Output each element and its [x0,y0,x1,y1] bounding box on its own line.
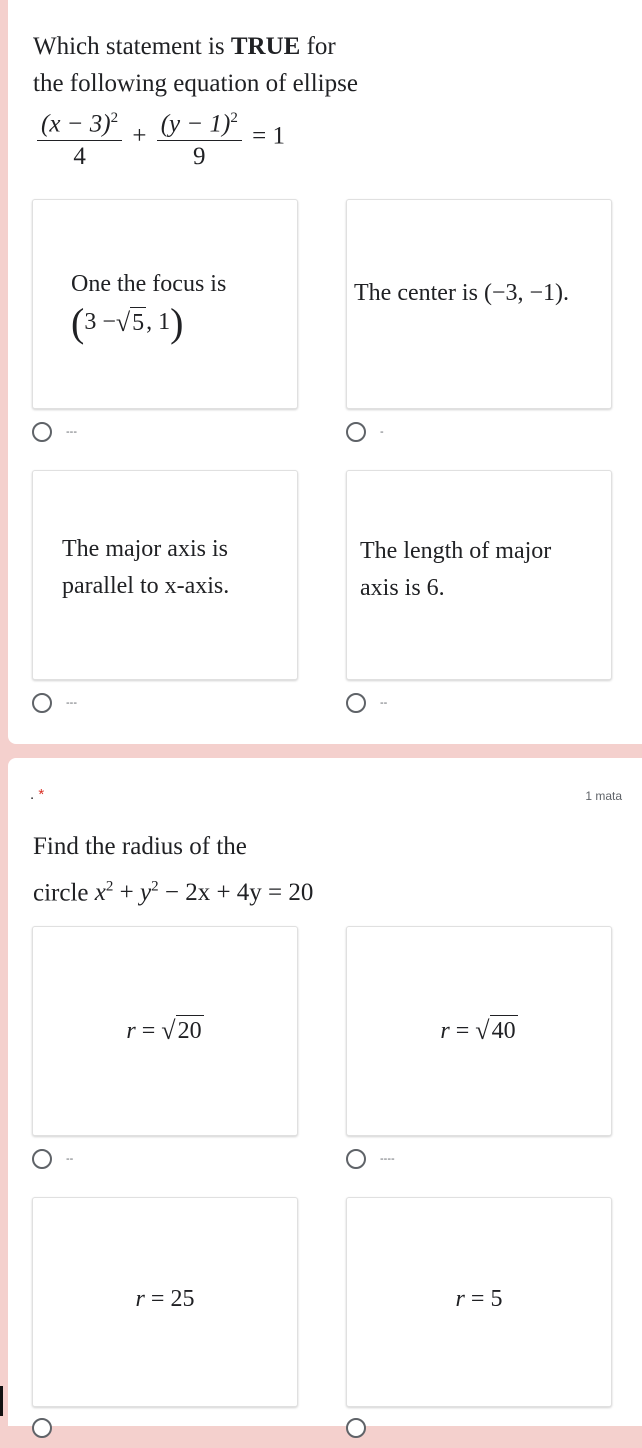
option-focus-math-post: , 1 [146,309,171,335]
question-2-text [33,828,313,911]
option-focus-text [71,266,226,343]
question-1-text [33,28,358,171]
circle-equation [95,879,314,906]
option-image-length[interactable] [346,470,612,680]
fraction-1-denominator: 4 [73,143,86,171]
option-r-25-text [136,1281,195,1318]
sqrt-5-radicand: 5 [130,307,146,338]
required-marker: * [38,786,45,803]
radio-label: --- [66,426,77,438]
option-image-r-sqrt20[interactable] [32,926,298,1136]
question-1-prefix: Which statement is [33,33,231,60]
var-y: y [139,879,152,907]
question-1-line-1 [33,28,358,65]
equation-rest: − 2x + 4y = 20 [158,879,314,907]
option-focus-line-1: One the focus is [71,270,227,297]
sqrt-20-radicand: 20 [176,1015,204,1046]
plus-sign: + [132,122,147,150]
equation-rhs: = 1 [252,122,285,150]
x-exponent: 2 [105,879,114,895]
option-1-radio-row[interactable] [32,422,77,442]
var-r: r [455,1285,465,1312]
radio-label: -- [66,1153,74,1165]
sqrt-40: √ 40 [475,1016,516,1045]
y-exponent: 2 [151,879,159,895]
option-2-radio-row[interactable] [346,422,384,442]
equals-sign: = [449,1017,476,1044]
question-1-line-2: the following equation of ellipse [33,70,358,97]
option-length-text [360,533,551,607]
option-3-radio-row[interactable] [32,1418,52,1438]
option-image-r-sqrt40[interactable] [346,926,612,1136]
question-2-number [30,786,44,803]
option-image-focus[interactable] [32,199,298,409]
sqrt-5: √ 5 [115,307,145,337]
radio-label: ---- [380,1153,395,1165]
option-major-axis-line-1: The major axis is [62,536,228,562]
option-image-r-5[interactable] [346,1197,612,1407]
value-25: 25 [170,1285,195,1312]
fraction-2-denominator: 9 [193,143,206,171]
option-image-r-25[interactable] [32,1197,298,1407]
radio-label: - [380,426,384,438]
option-major-axis-line-2: parallel to x-axis. [62,573,230,599]
option-1-radio-row[interactable] [32,1149,73,1169]
equals-sign: = [464,1285,491,1312]
question-card-2 [8,758,642,1426]
option-focus-paren-open: ( [71,299,85,345]
radio-button[interactable] [346,1149,366,1169]
option-length-line-1: The length of major [360,538,552,564]
equals-sign: = [135,1017,162,1044]
radio-button[interactable] [346,693,366,713]
radio-button[interactable] [32,1149,52,1169]
question-2-circle-word: circle [33,879,95,907]
fraction-1-exponent: 2 [110,110,119,126]
radio-button[interactable] [346,1418,366,1438]
option-4-radio-row[interactable] [346,1418,366,1438]
plus-sign: + [113,879,140,907]
option-center-text: The center is (−3, −1). [354,279,569,306]
radio-button[interactable] [346,422,366,442]
option-image-center[interactable] [346,199,612,409]
option-length-line-2: axis is 6. [360,575,445,601]
var-x: x [94,879,106,907]
question-1-bold: TRUE [230,33,301,60]
fraction-1 [37,104,122,171]
radio-label: --- [66,697,77,709]
option-2-radio-row[interactable] [346,1149,395,1169]
question-2-line-2 [33,869,313,911]
option-r-sqrt40-text [440,1013,517,1050]
equals-sign: = [144,1285,171,1312]
sqrt-40-radicand: 40 [490,1015,518,1046]
option-image-major-axis[interactable] [32,470,298,680]
points-label: 1 mata [585,789,622,803]
option-4-radio-row[interactable] [346,693,387,713]
value-5: 5 [490,1285,503,1312]
option-major-axis-text [62,531,229,605]
option-focus-math-pre: 3 − [84,309,116,335]
var-r: r [126,1017,136,1044]
radio-button[interactable] [32,1418,52,1438]
edge-marker [0,1386,3,1416]
fraction-2-numerator: (y − 1) [160,110,231,138]
radio-button[interactable] [32,693,52,713]
ellipse-equation [33,104,358,171]
var-r: r [135,1285,145,1312]
question-number: . [30,786,35,803]
sqrt-20: √ 20 [161,1016,202,1045]
option-focus-paren-close: ) [170,299,184,345]
question-card-1 [8,0,642,744]
question-1-suffix: for [300,33,336,60]
fraction-2-exponent: 2 [230,110,238,126]
option-r-5-text [456,1281,503,1318]
option-3-radio-row[interactable] [32,693,77,713]
question-2-line-1: Find the radius of the [33,833,247,860]
option-r-sqrt20-text [126,1013,203,1050]
fraction-2 [157,104,242,171]
radio-label: -- [380,697,388,709]
fraction-1-numerator: (x − 3) [41,110,111,138]
var-r: r [440,1017,450,1044]
radio-button[interactable] [32,422,52,442]
